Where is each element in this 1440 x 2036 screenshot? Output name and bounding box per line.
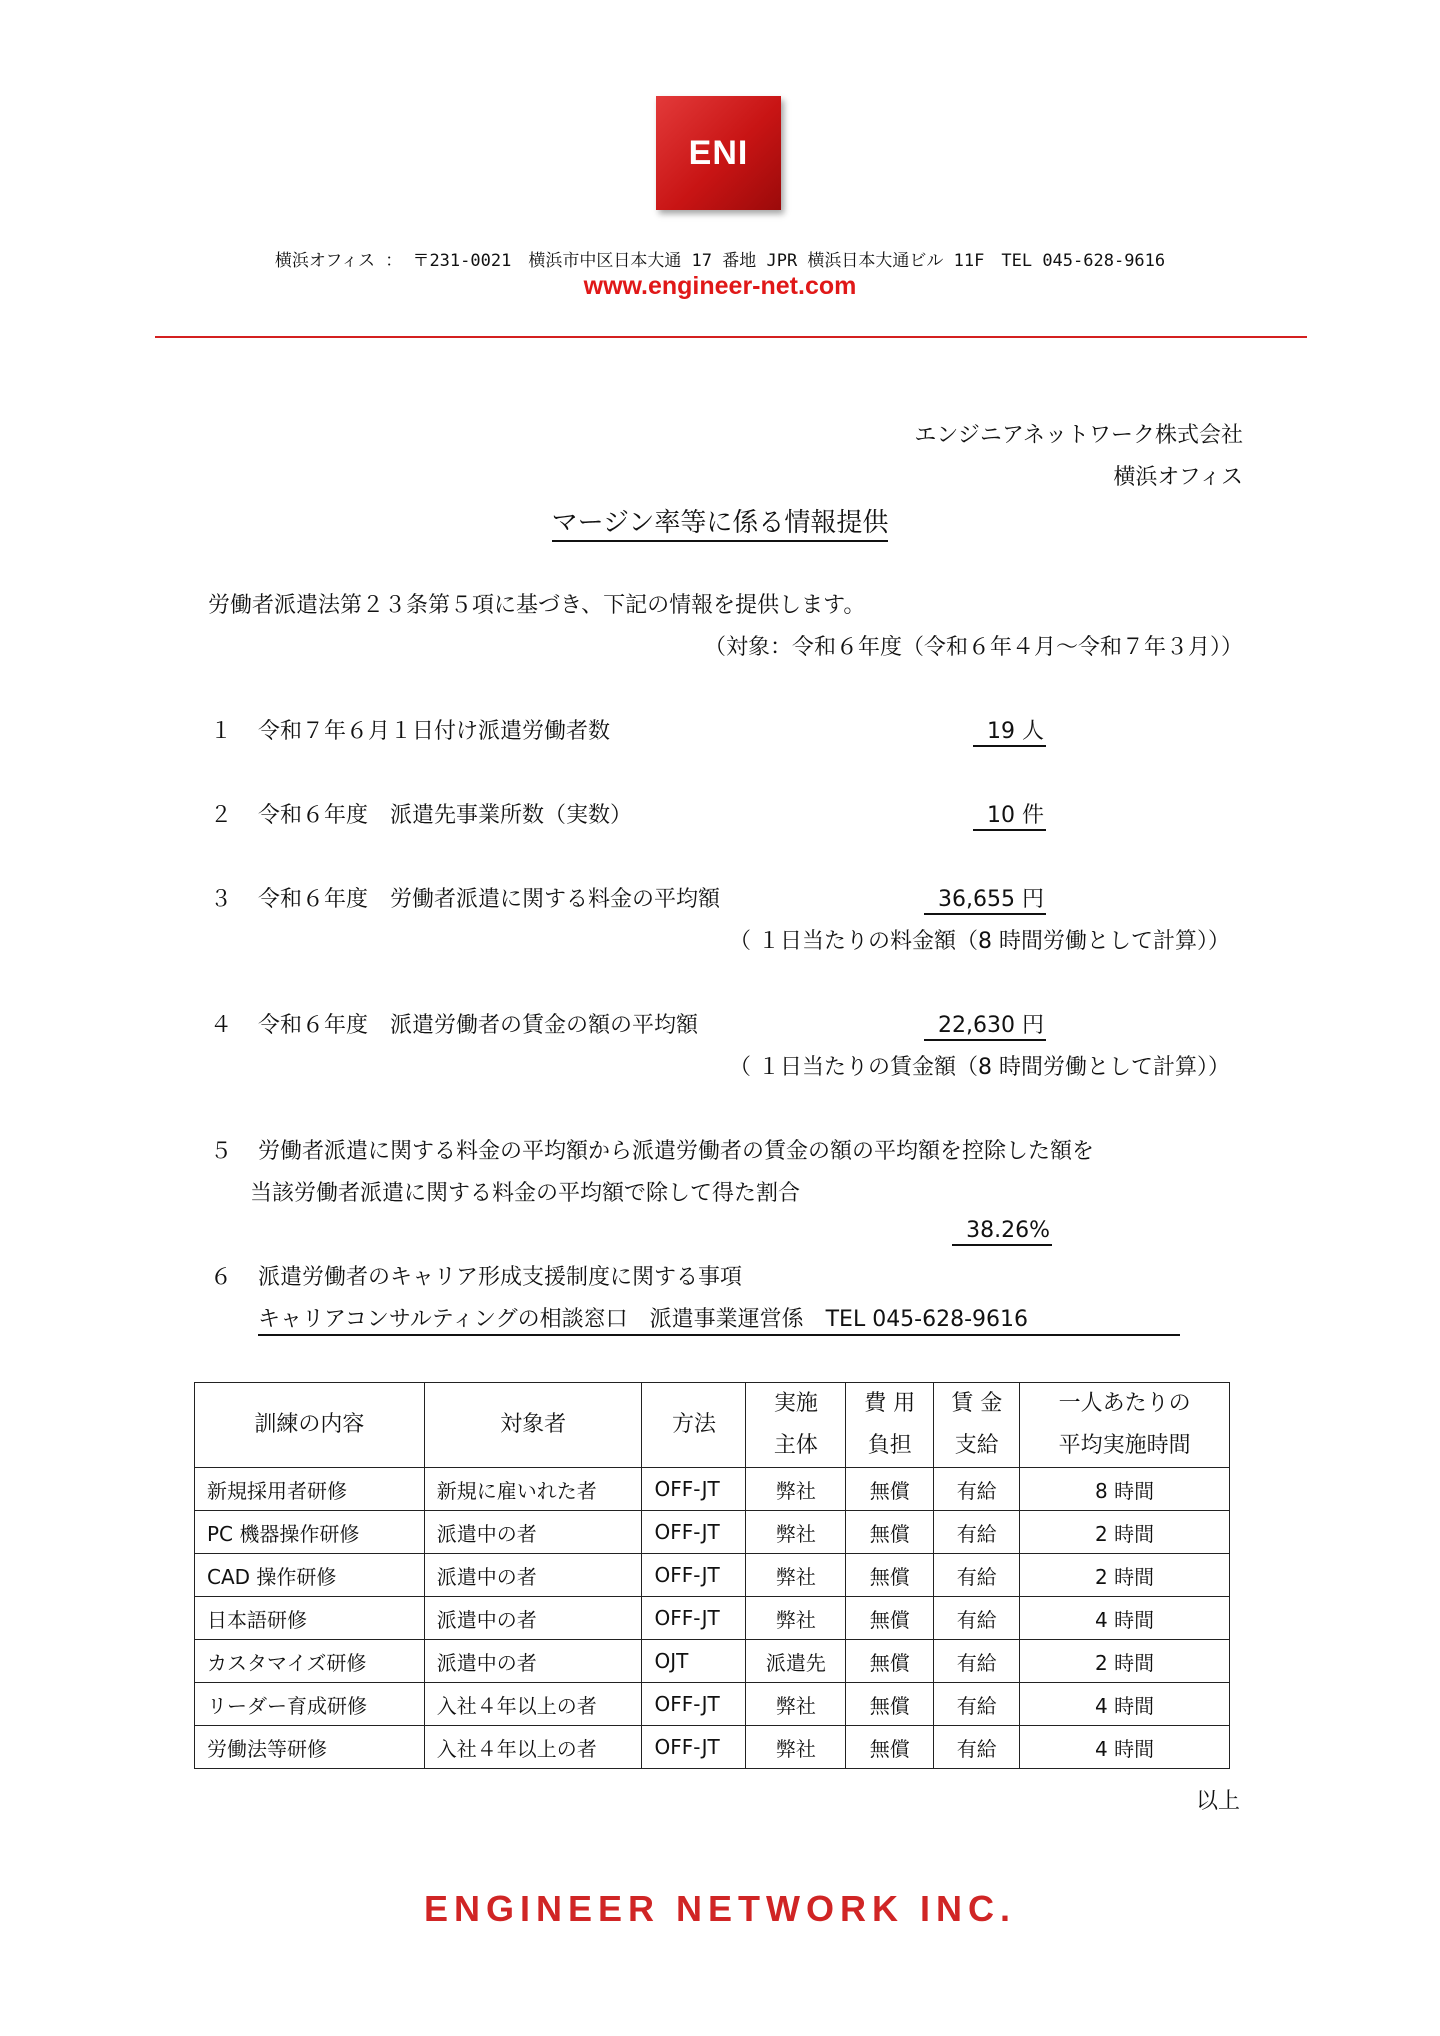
- cell-training: 新規採用者研修: [195, 1468, 425, 1511]
- cell-method: OFF-JT: [642, 1683, 746, 1726]
- cell-training: カスタマイズ研修: [195, 1640, 425, 1683]
- header-wage: 賃 金 支給: [934, 1383, 1020, 1468]
- cell-provider: 派遣先: [746, 1640, 846, 1683]
- period-text: （対象：令和６年度（令和６年４月～令和７年３月））: [703, 635, 1243, 660]
- company-name: エンジニアネットワーク株式会社: [914, 423, 1243, 448]
- header-provider: 実施 主体: [746, 1383, 846, 1468]
- header-method: 方法: [642, 1383, 746, 1468]
- office-name: 横浜オフィス: [1113, 465, 1243, 490]
- cell-wage: 有給: [934, 1726, 1020, 1769]
- item-5-label-cont: 当該労働者派遣に関する料金の平均額で除して得た割合: [250, 1181, 801, 1206]
- cell-cost: 無償: [846, 1726, 934, 1769]
- cell-wage: 有給: [934, 1640, 1020, 1683]
- cell-hours: 2 時間: [1020, 1511, 1230, 1554]
- cell-provider: 弊社: [746, 1511, 846, 1554]
- item-5-number: ５: [210, 1139, 233, 1164]
- page-title: [0, 502, 1440, 539]
- cell-method: OFF-JT: [642, 1597, 746, 1640]
- header-target: 対象者: [424, 1383, 642, 1468]
- cell-target: 新規に雇いれた者: [424, 1468, 642, 1511]
- cell-hours: 4 時間: [1020, 1726, 1230, 1769]
- cell-target: 派遣中の者: [424, 1554, 642, 1597]
- cell-training: 日本語研修: [195, 1597, 425, 1640]
- table-row: [195, 1726, 1230, 1769]
- cell-method: OFF-JT: [642, 1726, 746, 1769]
- cell-cost: 無償: [846, 1683, 934, 1726]
- logo-text: ENI: [688, 133, 749, 172]
- cell-hours: 8 時間: [1020, 1468, 1230, 1511]
- cell-training: 労働法等研修: [195, 1726, 425, 1769]
- table-header-row: [195, 1383, 1230, 1468]
- header-cost: 費 用 負担: [846, 1383, 934, 1468]
- header-average-hours: 一人あたりの 平均実施時間: [1020, 1383, 1230, 1468]
- cell-hours: 4 時間: [1020, 1597, 1230, 1640]
- cell-target: 派遣中の者: [424, 1640, 642, 1683]
- cell-method: OFF-JT: [642, 1511, 746, 1554]
- cell-provider: 弊社: [746, 1726, 846, 1769]
- item-2-number: ２: [210, 803, 233, 828]
- cell-target: 入社４年以上の者: [424, 1683, 642, 1726]
- table-row: [195, 1554, 1230, 1597]
- footer-company-logo: ENGINEER NETWORK INC.: [423, 1888, 1016, 1929]
- item-5-value: 38.26%: [952, 1218, 1052, 1246]
- cell-cost: 無償: [846, 1640, 934, 1683]
- cell-wage: 有給: [934, 1597, 1020, 1640]
- item-1-number: １: [210, 719, 233, 744]
- cell-training: PC 機器操作研修: [195, 1511, 425, 1554]
- header-divider: [155, 336, 1307, 338]
- cell-method: OFF-JT: [642, 1468, 746, 1511]
- item-1-value: 19 人: [973, 719, 1046, 747]
- table-row: [195, 1683, 1230, 1726]
- cell-wage: 有給: [934, 1554, 1020, 1597]
- office-address: 横浜オフィス ： 〒231-0021 横浜市中区日本大通 17 番地 JPR 横浜日本大通ビル 11F TEL 045-628-9616: [274, 251, 1166, 271]
- page-title-text: マージン率等に係る情報提供: [552, 508, 889, 542]
- cell-cost: 無償: [846, 1597, 934, 1640]
- item-1-label: 令和７年６月１日付け派遣労働者数: [258, 719, 611, 744]
- intro-text: 労働者派遣法第２３条第５項に基づき、下記の情報を提供します。: [208, 593, 866, 618]
- cell-cost: 無償: [846, 1554, 934, 1597]
- eni-logo: [656, 96, 781, 210]
- item-2-label: 令和６年度 派遣先事業所数（実数）: [258, 803, 633, 828]
- table-row: [195, 1597, 1230, 1640]
- item-4-label: 令和６年度 派遣労働者の賃金の額の平均額: [258, 1013, 699, 1038]
- cell-wage: 有給: [934, 1468, 1020, 1511]
- cell-wage: 有給: [934, 1511, 1020, 1554]
- closing-text: 以上: [1195, 1789, 1240, 1814]
- cell-training: CAD 操作研修: [195, 1554, 425, 1597]
- item-6-label: 派遣労働者のキャリア形成支援制度に関する事項: [258, 1265, 743, 1290]
- cell-provider: 弊社: [746, 1683, 846, 1726]
- cell-provider: 弊社: [746, 1554, 846, 1597]
- table-row: [195, 1468, 1230, 1511]
- item-5-label: 労働者派遣に関する料金の平均額から派遣労働者の賃金の額の平均額を控除した額を: [258, 1139, 1095, 1164]
- website-link[interactable]: www.engineer-net.com: [583, 272, 857, 300]
- cell-method: OFF-JT: [642, 1554, 746, 1597]
- cell-training: リーダー育成研修: [195, 1683, 425, 1726]
- item-6-contact: キャリアコンサルティングの相談窓口 派遣事業運営係 TEL 045-628-9616: [258, 1302, 1180, 1336]
- item-3-note: （ １日当たりの料金額（8 時間労働として計算））: [729, 929, 1230, 954]
- item-4-value: 22,630 円: [924, 1013, 1046, 1041]
- table-row: [195, 1511, 1230, 1554]
- cell-provider: 弊社: [746, 1597, 846, 1640]
- cell-hours: 4 時間: [1020, 1683, 1230, 1726]
- cell-target: 派遣中の者: [424, 1511, 642, 1554]
- cell-target: 入社４年以上の者: [424, 1726, 642, 1769]
- header-training-content: 訓練の内容: [195, 1383, 425, 1468]
- cell-wage: 有給: [934, 1683, 1020, 1726]
- item-3-value: 36,655 円: [924, 887, 1046, 915]
- item-6-number: ６: [210, 1265, 233, 1290]
- item-3-number: ３: [210, 887, 233, 912]
- item-3-label: 令和６年度 労働者派遣に関する料金の平均額: [258, 887, 721, 912]
- item-2-value: 10 件: [973, 803, 1046, 831]
- cell-target: 派遣中の者: [424, 1597, 642, 1640]
- item-4-number: ４: [210, 1013, 233, 1038]
- cell-hours: 2 時間: [1020, 1640, 1230, 1683]
- cell-cost: 無償: [846, 1511, 934, 1554]
- cell-cost: 無償: [846, 1468, 934, 1511]
- cell-provider: 弊社: [746, 1468, 846, 1511]
- cell-hours: 2 時間: [1020, 1554, 1230, 1597]
- cell-method: OJT: [642, 1640, 746, 1683]
- table-row: [195, 1640, 1230, 1683]
- training-table: [194, 1382, 1230, 1769]
- item-4-note: （ １日当たりの賃金額（8 時間労働として計算））: [729, 1055, 1230, 1080]
